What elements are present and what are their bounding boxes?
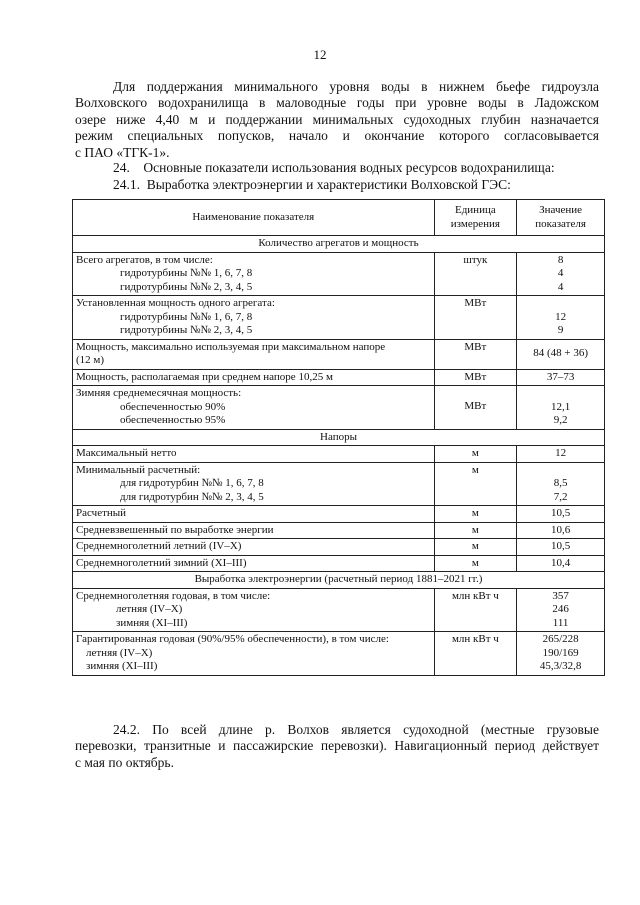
section-24-heading <box>75 160 599 176</box>
row-value-text: 9 <box>557 324 564 336</box>
row-value-text: 265/228 <box>542 633 579 645</box>
row-unit: млн кВт ч <box>434 632 517 676</box>
row-name <box>73 339 435 369</box>
row-unit: м <box>434 539 517 556</box>
row-name <box>73 588 435 632</box>
section-24-1-text: 24.1. Выработка электроэнергии и характеристики Волховской ГЭС: <box>113 177 511 192</box>
intro-paragraph <box>75 79 599 161</box>
row-name <box>73 386 435 430</box>
row-unit: м <box>434 462 517 506</box>
section-row <box>73 429 605 446</box>
intro-line: Волховского водохранилища в маловодные годы при уровне воды в Ладожском <box>75 95 599 111</box>
row-sub-text: обеспеченностью 90% <box>120 400 226 413</box>
header-unit-line: Единица <box>454 204 496 216</box>
row-name: Максимальный нетто <box>73 446 435 463</box>
closing-line: с мая по октябрь. <box>75 754 174 770</box>
table-row <box>73 339 605 369</box>
header-unit <box>434 200 517 236</box>
row-value: 10,5 <box>517 539 605 556</box>
section-24-1-heading <box>75 177 599 193</box>
header-name: Наименование показателя <box>73 200 435 236</box>
row-name <box>73 252 435 296</box>
row-value: 37–73 <box>517 369 605 386</box>
row-value-text: 8 <box>557 253 564 266</box>
row-name: Средневзвешенный по выработке энергии <box>73 522 435 539</box>
row-value-text: 4 <box>557 267 564 279</box>
section-24-text: 24. Основные показатели использования водных ресурсов водохранилища: <box>113 160 555 175</box>
row-value <box>517 296 605 340</box>
table-row <box>73 252 605 296</box>
closing-paragraph <box>75 722 599 771</box>
row-value: 10,6 <box>517 522 605 539</box>
row-unit: м <box>434 506 517 523</box>
section-title: Выработка электроэнергии (расчетный период 1881–2021 гг.) <box>73 572 605 589</box>
intro-line: Для поддержания минимального уровня воды в нижнем бьефе гидроузла <box>113 79 599 94</box>
row-value <box>517 462 605 506</box>
row-unit: МВт <box>434 339 517 369</box>
row-value <box>517 252 605 296</box>
row-sub-text: зимняя (XI–III) <box>86 660 158 672</box>
section-row <box>73 236 605 253</box>
page-number: 12 <box>313 47 327 62</box>
section-title: Напоры <box>73 429 605 446</box>
row-value-text: 4 <box>557 280 564 293</box>
row-name-text: Всего агрегатов, в том числе: <box>76 253 213 266</box>
row-name-text: Минимальный расчетный: <box>76 463 201 476</box>
row-sub-text: гидротурбины №№ 1, 6, 7, 8 <box>120 267 253 279</box>
row-sub-text: зимняя (XI–III) <box>116 616 188 629</box>
row-value-text: 190/169 <box>542 646 579 659</box>
table-row <box>73 369 605 386</box>
table-row <box>73 539 605 556</box>
section-row <box>73 572 605 589</box>
row-unit: штук <box>434 252 517 296</box>
row-name: Среднемноголетний зимний (XI–III) <box>73 555 435 572</box>
row-sub-text: летняя (IV–X) <box>86 646 153 659</box>
hydro-characteristics-table <box>72 199 605 676</box>
row-unit: м <box>434 446 517 463</box>
section-title: Количество агрегатов и мощность <box>73 236 605 253</box>
header-unit-line: измерения <box>450 217 500 230</box>
row-sub-text: для гидротурбин №№ 2, 3, 4, 5 <box>120 490 264 503</box>
row-unit: МВт <box>434 369 517 386</box>
table-row <box>73 522 605 539</box>
table-row <box>73 386 605 430</box>
row-value-text: 111 <box>552 616 569 629</box>
row-name-text: Зимняя среднемесячная мощность: <box>76 387 242 399</box>
row-value-text: 45,3/32,8 <box>539 660 582 672</box>
closing-line: 24.2. По всей длине р. Волхов является судоходной (местные грузовые <box>113 722 599 737</box>
row-name <box>73 296 435 340</box>
row-sub-text: гидротурбины №№ 2, 3, 4, 5 <box>120 280 253 293</box>
table-row <box>73 632 605 676</box>
row-name-text: Гарантированная годовая (90%/95% обеспеченности), в том числе: <box>76 633 389 645</box>
row-unit: МВт <box>434 296 517 340</box>
table-row <box>73 588 605 632</box>
row-value-text: 8,5 <box>553 477 568 489</box>
row-sub-text: для гидротурбин №№ 1, 6, 7, 8 <box>120 477 264 489</box>
row-value-text: 9,2 <box>553 414 568 426</box>
row-value: 10,5 <box>517 506 605 523</box>
row-sub-text: гидротурбины №№ 2, 3, 4, 5 <box>120 324 253 336</box>
row-unit: м <box>434 522 517 539</box>
header-value <box>517 200 605 236</box>
row-unit: млн кВт ч <box>434 588 517 632</box>
row-name: Среднемноголетний летний (IV–X) <box>73 539 435 556</box>
row-name-text: Среднемноголетняя годовая, в том числе: <box>76 589 271 602</box>
table-row <box>73 446 605 463</box>
table-row <box>73 506 605 523</box>
row-name: Мощность, располагаемая при среднем напоре 10,25 м <box>73 369 435 386</box>
row-sub-text: гидротурбины №№ 1, 6, 7, 8 <box>120 310 253 323</box>
row-value <box>517 386 605 430</box>
row-value: 10,4 <box>517 555 605 572</box>
table-row <box>73 555 605 572</box>
row-name <box>73 632 435 676</box>
row-name-text: (12 м) <box>76 354 105 366</box>
table-row <box>73 296 605 340</box>
row-unit: МВт <box>434 386 517 430</box>
row-value <box>517 632 605 676</box>
row-name: Расчетный <box>73 506 435 523</box>
row-value-text: 12,1 <box>550 400 571 413</box>
closing-line: перевозки, транзитные и пассажирские перевозки). Навигационный период действует <box>75 738 599 754</box>
table-header-row <box>73 200 605 236</box>
intro-line: режим специальных попусков, начало и окончание которого согласовывается <box>75 128 599 144</box>
row-name-text: Мощность, максимально используемая при максимальном напоре <box>76 340 386 353</box>
row-value <box>517 588 605 632</box>
row-value-text: 7,2 <box>553 490 568 503</box>
intro-line: с ПАО «ТГК-1». <box>75 144 170 160</box>
intro-line: озере ниже 4,40 м и поддержании минимальных судоходных глубин назначается <box>75 111 599 127</box>
header-value-line: Значение <box>539 204 583 216</box>
row-sub-text: обеспеченностью 95% <box>120 414 226 426</box>
row-name-text: Установленная мощность одного агрегата: <box>76 297 275 309</box>
row-name <box>73 462 435 506</box>
row-value-text: 12 <box>555 310 567 323</box>
row-value-text: 357 <box>552 589 569 602</box>
header-value-line: показателя <box>535 217 586 230</box>
row-value: 12 <box>517 446 605 463</box>
row-value-text: 246 <box>552 603 569 615</box>
table-row <box>73 462 605 506</box>
row-sub-text: летняя (IV–X) <box>116 603 183 615</box>
row-unit: м <box>434 555 517 572</box>
row-value: 84 (48 + 36) <box>517 339 605 369</box>
